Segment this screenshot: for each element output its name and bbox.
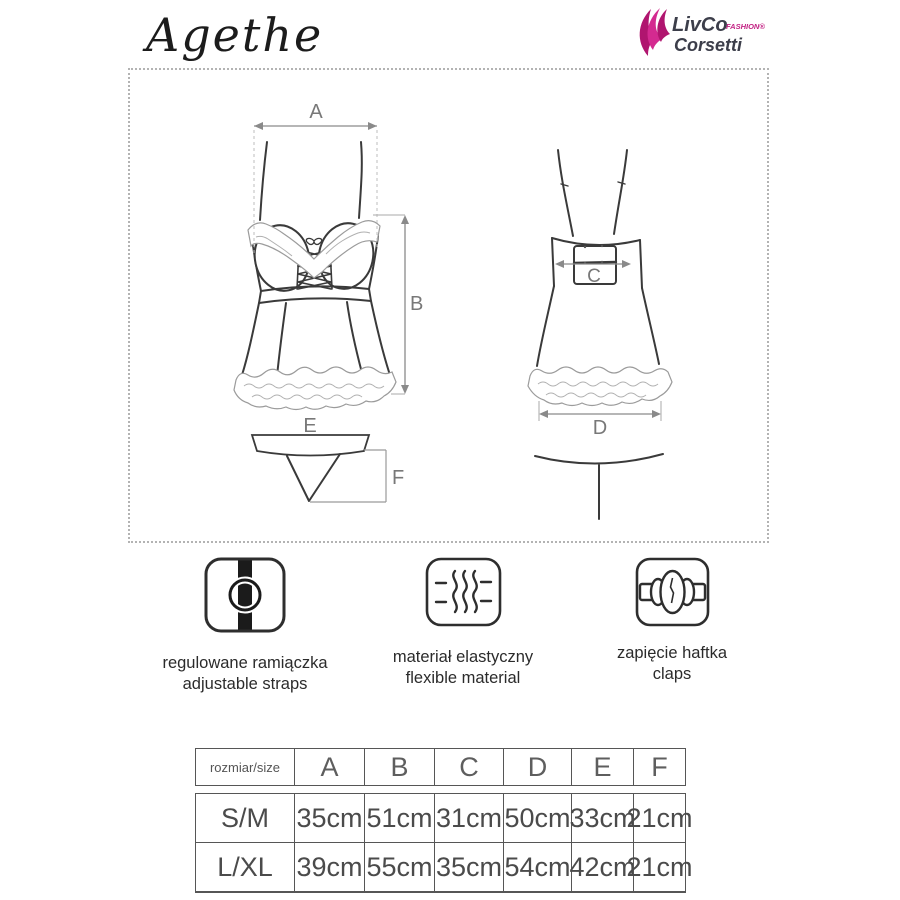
- value-cell: 50cm: [503, 794, 571, 842]
- dimension-label-B: B: [410, 293, 424, 315]
- adjustable-straps-icon: [203, 556, 287, 634]
- feature-label-en: claps: [652, 665, 692, 684]
- back-fur-trim-hem: [528, 367, 672, 406]
- logo-name-bottom: Corsetti: [674, 35, 743, 55]
- feature-adjustable-straps: [130, 556, 360, 695]
- dimension-label-C: C: [587, 266, 601, 287]
- value-cell: 21cm: [633, 842, 685, 891]
- feature-label-pl: zapięcie haftka: [616, 644, 728, 662]
- garment-measurement-drawing: [130, 70, 767, 541]
- measurement-diagram-box: [128, 68, 769, 543]
- feature-label-en: adjustable straps: [182, 675, 308, 694]
- feature-hook-clasp: [577, 556, 767, 685]
- header-cell-C: C: [434, 749, 503, 785]
- size-table-body: [195, 793, 693, 893]
- value-cell: 42cm: [571, 842, 633, 891]
- header-cell-E: E: [571, 749, 633, 785]
- row-label-cell: L/XL: [196, 842, 294, 891]
- size-table-header: [195, 748, 686, 786]
- value-cell: 31cm: [434, 794, 503, 842]
- dimension-E: [303, 415, 316, 437]
- row-label-cell: S/M: [220, 802, 269, 833]
- value-cell: 33cm: [571, 794, 633, 842]
- feature-label-en: flexible material: [405, 669, 521, 688]
- value-cell: 51cm: [364, 794, 434, 842]
- dimension-B: [373, 215, 423, 394]
- livco-corsetti-logo: [636, 6, 774, 58]
- dimension-label-D: D: [592, 417, 608, 439]
- feature-flexible-material: [358, 556, 568, 689]
- value-cell: 54cm: [503, 842, 571, 891]
- logo-ribbon-icon: [640, 8, 670, 56]
- dimension-label-F: F: [392, 467, 405, 489]
- value-cell: 35cm: [294, 794, 364, 842]
- feature-label-pl: materiał elastyczny: [392, 648, 534, 666]
- value-cell: 21cm: [633, 794, 685, 842]
- flexible-material-icon: [424, 556, 503, 628]
- dimension-C: [555, 260, 631, 287]
- front-fur-trim-hem: [234, 367, 396, 410]
- header-cell-F: F: [633, 749, 685, 785]
- feature-label-pl: regulowane ramiączka: [162, 654, 328, 672]
- value-cell: 39cm: [294, 842, 364, 891]
- dimension-D: [539, 401, 661, 439]
- header-cell-A: A: [294, 749, 364, 785]
- dimension-F: [310, 450, 404, 502]
- front-thong-drawing: [252, 435, 369, 501]
- logo-name-top: LivCo: [672, 14, 728, 36]
- header-cell-size: rozmiar/size: [209, 759, 281, 775]
- value-cell: 35cm: [434, 842, 503, 891]
- back-thong-drawing: [535, 454, 663, 519]
- back-view-drawing: [537, 150, 659, 366]
- value-cell: 55cm: [364, 842, 434, 891]
- product-title: Agethe: [146, 8, 324, 62]
- header-cell-D: D: [503, 749, 571, 785]
- hook-clasp-icon: [634, 556, 711, 628]
- dimension-label-E: E: [303, 415, 317, 437]
- dimension-label-A: A: [309, 101, 323, 123]
- header-cell-B: B: [364, 749, 434, 785]
- logo-fashion-label: FASHION®: [726, 22, 765, 31]
